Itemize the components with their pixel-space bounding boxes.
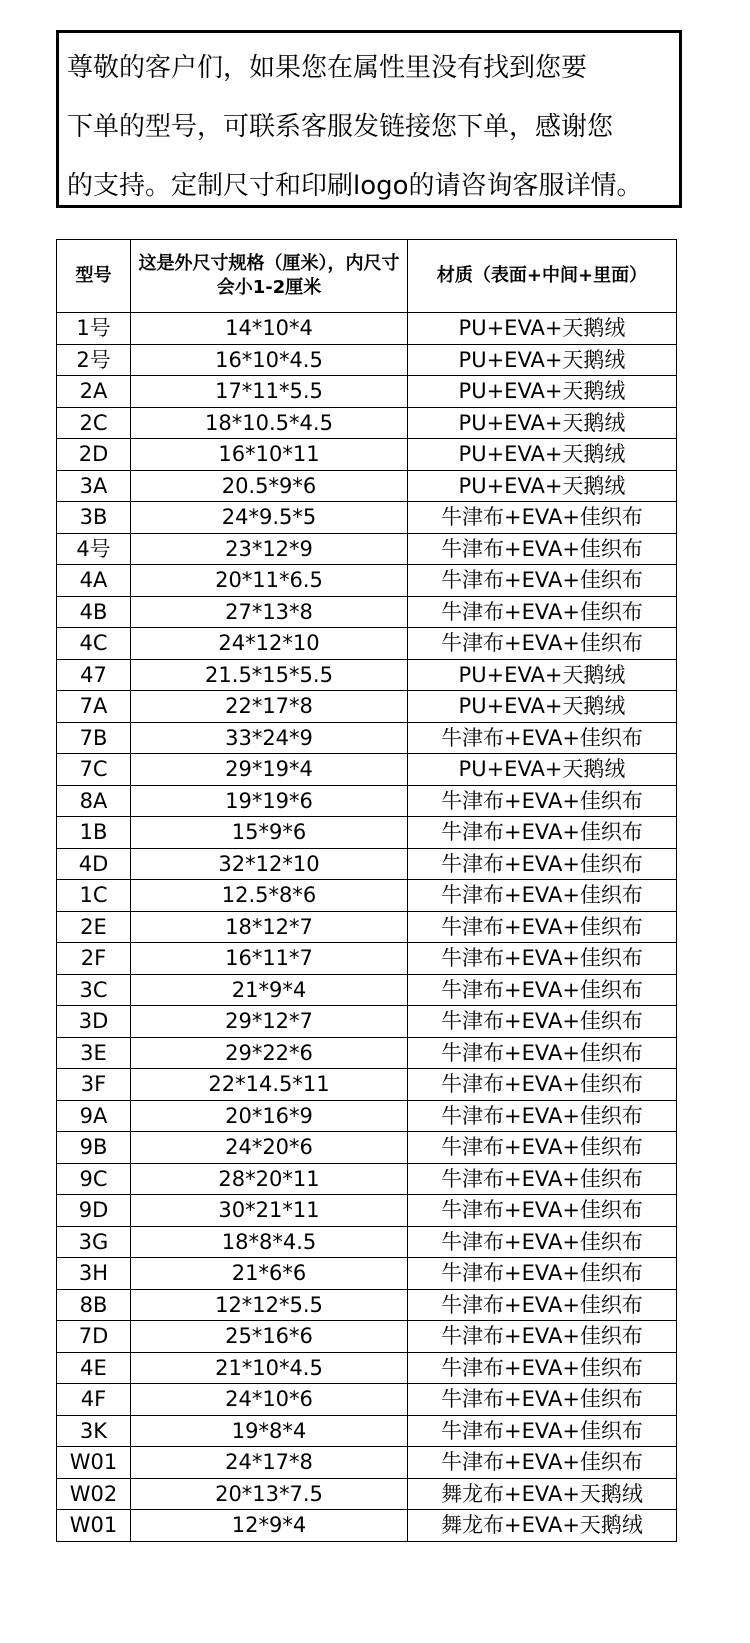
cell-model: 3A [57, 470, 131, 502]
cell-size: 24*12*10 [131, 628, 408, 660]
table-row [57, 1163, 677, 1195]
cell-material: 牛津布+EVA+佳织布 [408, 974, 677, 1006]
table-row [57, 1100, 677, 1132]
table-row [57, 911, 677, 943]
cell-material: 牛津布+EVA+佳织布 [408, 1195, 677, 1227]
cell-material: 牛津布+EVA+佳织布 [408, 817, 677, 849]
table-row [57, 439, 677, 471]
cell-material: 牛津布+EVA+佳织布 [408, 722, 677, 754]
cell-material: 牛津布+EVA+佳织布 [408, 848, 677, 880]
table-row [57, 1415, 677, 1447]
table-row [57, 817, 677, 849]
cell-model: 2C [57, 407, 131, 439]
table-row [57, 1069, 677, 1101]
cell-model: 47 [57, 659, 131, 691]
cell-size: 24*20*6 [131, 1132, 408, 1164]
table-row [57, 943, 677, 975]
cell-material: 牛津布+EVA+佳织布 [408, 1415, 677, 1447]
cell-material: 牛津布+EVA+佳织布 [408, 502, 677, 534]
table-row [57, 754, 677, 786]
cell-material: PU+EVA+天鹅绒 [408, 754, 677, 786]
cell-model: W01 [57, 1510, 131, 1542]
cell-size: 16*11*7 [131, 943, 408, 975]
cell-size: 24*9.5*5 [131, 502, 408, 534]
cell-model: 4E [57, 1352, 131, 1384]
cell-size: 29*12*7 [131, 1006, 408, 1038]
cell-size: 22*14.5*11 [131, 1069, 408, 1101]
cell-model: 1号 [57, 313, 131, 345]
cell-size: 19*19*6 [131, 785, 408, 817]
cell-size: 25*16*6 [131, 1321, 408, 1353]
table-row [57, 1289, 677, 1321]
header-material: 材质（表面+中间+里面） [408, 240, 677, 313]
cell-size: 18*10.5*4.5 [131, 407, 408, 439]
notice-line-3: 的支持。定制尺寸和印刷logo的请咨询客服详情。 [67, 171, 643, 201]
table-row [57, 880, 677, 912]
cell-material: 牛津布+EVA+佳织布 [408, 1289, 677, 1321]
cell-model: 4C [57, 628, 131, 660]
table-header-row [57, 240, 677, 313]
cell-size: 20*16*9 [131, 1100, 408, 1132]
table-row [57, 344, 677, 376]
cell-material: 牛津布+EVA+佳织布 [408, 880, 677, 912]
cell-model: 1B [57, 817, 131, 849]
cell-model: 3E [57, 1037, 131, 1069]
cell-size: 12.5*8*6 [131, 880, 408, 912]
cell-material: PU+EVA+天鹅绒 [408, 344, 677, 376]
cell-material: 牛津布+EVA+佳织布 [408, 1447, 677, 1479]
cell-size: 29*22*6 [131, 1037, 408, 1069]
cell-model: 7A [57, 691, 131, 723]
cell-model: 8B [57, 1289, 131, 1321]
cell-model: 1C [57, 880, 131, 912]
notice-box [56, 30, 682, 208]
cell-material: 牛津布+EVA+佳织布 [408, 1069, 677, 1101]
cell-model: 8A [57, 785, 131, 817]
table-row [57, 722, 677, 754]
cell-model: 4B [57, 596, 131, 628]
table-row [57, 596, 677, 628]
table-row [57, 313, 677, 345]
cell-size: 20*13*7.5 [131, 1478, 408, 1510]
cell-model: 4号 [57, 533, 131, 565]
cell-material: 牛津布+EVA+佳织布 [408, 1100, 677, 1132]
cell-material: 牛津布+EVA+佳织布 [408, 785, 677, 817]
table-row [57, 407, 677, 439]
cell-material: 舞龙布+EVA+天鹅绒 [408, 1478, 677, 1510]
cell-material: 牛津布+EVA+佳织布 [408, 1321, 677, 1353]
cell-model: W01 [57, 1447, 131, 1479]
cell-size: 24*10*6 [131, 1384, 408, 1416]
table-row [57, 565, 677, 597]
table-row [57, 533, 677, 565]
table-row [57, 502, 677, 534]
header-model: 型号 [57, 240, 131, 313]
cell-size: 21*10*4.5 [131, 1352, 408, 1384]
cell-model: 9C [57, 1163, 131, 1195]
cell-size: 22*17*8 [131, 691, 408, 723]
cell-material: 舞龙布+EVA+天鹅绒 [408, 1510, 677, 1542]
notice-line-1: 尊敬的客户们，如果您在属性里没有找到您要 [67, 53, 588, 83]
table-row [57, 376, 677, 408]
cell-model: 3D [57, 1006, 131, 1038]
cell-size: 20.5*9*6 [131, 470, 408, 502]
cell-material: 牛津布+EVA+佳织布 [408, 1006, 677, 1038]
cell-model: W02 [57, 1478, 131, 1510]
table-row [57, 1195, 677, 1227]
cell-size: 19*8*4 [131, 1415, 408, 1447]
cell-size: 14*10*4 [131, 313, 408, 345]
cell-model: 2D [57, 439, 131, 471]
notice-line-2: 下单的型号，可联系客服发链接您下单，感谢您 [67, 112, 614, 142]
cell-size: 16*10*11 [131, 439, 408, 471]
table-row [57, 1258, 677, 1290]
table-row [57, 1006, 677, 1038]
table-row [57, 1352, 677, 1384]
cell-material: 牛津布+EVA+佳织布 [408, 1037, 677, 1069]
table-row [57, 1447, 677, 1479]
cell-model: 3K [57, 1415, 131, 1447]
table-row [57, 1132, 677, 1164]
cell-model: 3C [57, 974, 131, 1006]
cell-size: 27*13*8 [131, 596, 408, 628]
cell-material: 牛津布+EVA+佳织布 [408, 628, 677, 660]
cell-size: 28*20*11 [131, 1163, 408, 1195]
cell-material: 牛津布+EVA+佳织布 [408, 1163, 677, 1195]
cell-material: PU+EVA+天鹅绒 [408, 439, 677, 471]
cell-material: PU+EVA+天鹅绒 [408, 313, 677, 345]
table-row [57, 1478, 677, 1510]
table-row [57, 1510, 677, 1542]
cell-material: PU+EVA+天鹅绒 [408, 691, 677, 723]
cell-size: 16*10*4.5 [131, 344, 408, 376]
cell-material: 牛津布+EVA+佳织布 [408, 1226, 677, 1258]
cell-model: 7B [57, 722, 131, 754]
cell-material: 牛津布+EVA+佳织布 [408, 1258, 677, 1290]
cell-size: 15*9*6 [131, 817, 408, 849]
cell-size: 23*12*9 [131, 533, 408, 565]
cell-material: 牛津布+EVA+佳织布 [408, 596, 677, 628]
cell-size: 18*12*7 [131, 911, 408, 943]
table-row [57, 1321, 677, 1353]
table-row [57, 785, 677, 817]
cell-model: 3F [57, 1069, 131, 1101]
cell-size: 30*21*11 [131, 1195, 408, 1227]
cell-material: PU+EVA+天鹅绒 [408, 376, 677, 408]
cell-model: 2A [57, 376, 131, 408]
header-size: 这是外尺寸规格（厘米），内尺寸会小1-2厘米 [131, 240, 408, 313]
cell-material: 牛津布+EVA+佳织布 [408, 1384, 677, 1416]
cell-model: 7C [57, 754, 131, 786]
cell-size: 29*19*4 [131, 754, 408, 786]
cell-model: 3B [57, 502, 131, 534]
cell-model: 2号 [57, 344, 131, 376]
cell-size: 20*11*6.5 [131, 565, 408, 597]
cell-model: 9A [57, 1100, 131, 1132]
cell-size: 18*8*4.5 [131, 1226, 408, 1258]
cell-model: 9D [57, 1195, 131, 1227]
cell-material: PU+EVA+天鹅绒 [408, 407, 677, 439]
cell-model: 3H [57, 1258, 131, 1290]
cell-material: 牛津布+EVA+佳织布 [408, 943, 677, 975]
cell-size: 12*12*5.5 [131, 1289, 408, 1321]
cell-material: 牛津布+EVA+佳织布 [408, 565, 677, 597]
table-body [57, 313, 677, 1542]
cell-material: 牛津布+EVA+佳织布 [408, 911, 677, 943]
table-row [57, 974, 677, 1006]
cell-model: 3G [57, 1226, 131, 1258]
table-row [57, 470, 677, 502]
cell-model: 4D [57, 848, 131, 880]
cell-model: 2E [57, 911, 131, 943]
cell-material: PU+EVA+天鹅绒 [408, 470, 677, 502]
cell-size: 33*24*9 [131, 722, 408, 754]
table-row [57, 659, 677, 691]
cell-size: 32*12*10 [131, 848, 408, 880]
cell-material: 牛津布+EVA+佳织布 [408, 533, 677, 565]
cell-size: 24*17*8 [131, 1447, 408, 1479]
cell-material: 牛津布+EVA+佳织布 [408, 1352, 677, 1384]
table-row [57, 848, 677, 880]
table-row [57, 628, 677, 660]
table-row [57, 1037, 677, 1069]
cell-size: 17*11*5.5 [131, 376, 408, 408]
cell-size: 21*9*4 [131, 974, 408, 1006]
cell-size: 21*6*6 [131, 1258, 408, 1290]
table-row [57, 1384, 677, 1416]
table-row [57, 1226, 677, 1258]
spec-table [56, 239, 677, 1542]
cell-model: 9B [57, 1132, 131, 1164]
cell-size: 21.5*15*5.5 [131, 659, 408, 691]
cell-material: PU+EVA+天鹅绒 [408, 659, 677, 691]
cell-material: 牛津布+EVA+佳织布 [408, 1132, 677, 1164]
cell-model: 7D [57, 1321, 131, 1353]
table-row [57, 691, 677, 723]
cell-model: 2F [57, 943, 131, 975]
cell-size: 12*9*4 [131, 1510, 408, 1542]
cell-model: 4A [57, 565, 131, 597]
cell-model: 4F [57, 1384, 131, 1416]
